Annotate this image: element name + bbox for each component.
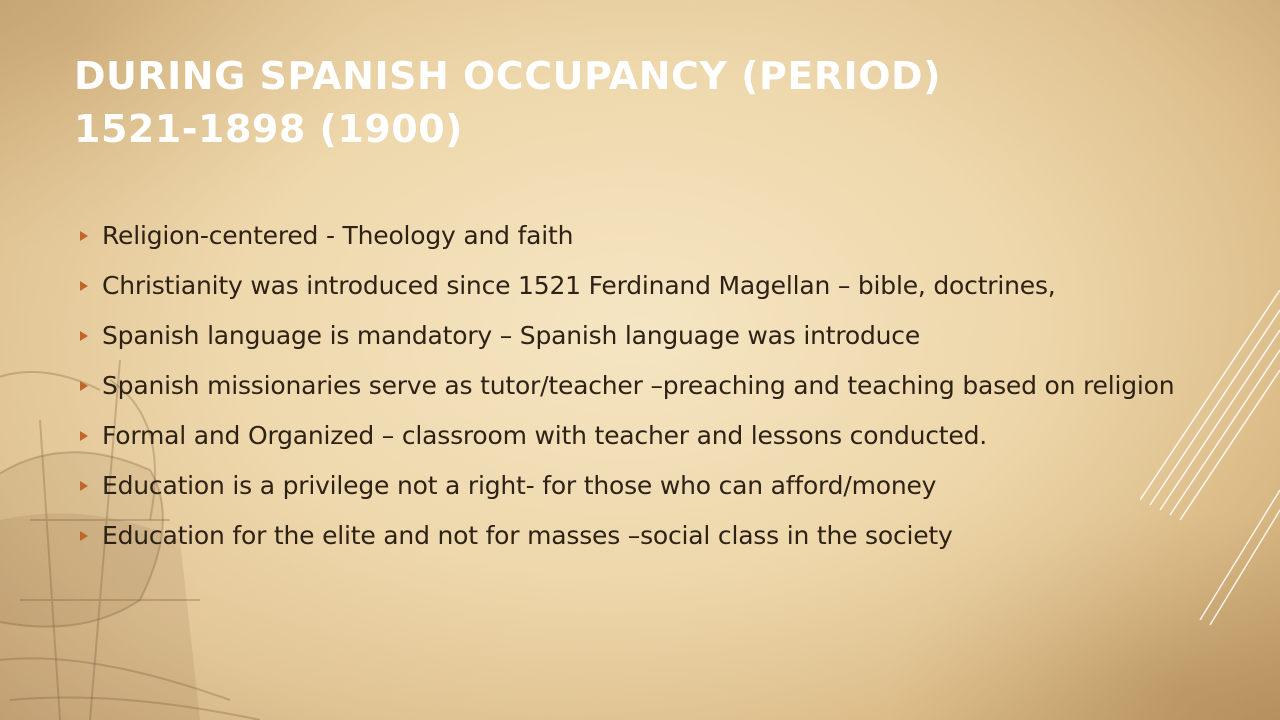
bullet-item bbox=[80, 368, 1230, 403]
bullet-item bbox=[80, 418, 1230, 453]
bullet-item bbox=[80, 268, 1230, 303]
bullet-text: Education for the elite and not for masses –social class in the society bbox=[102, 521, 953, 550]
bullet-arrow-icon bbox=[80, 331, 88, 341]
bullet-text: Spanish language is mandatory – Spanish language was introduce bbox=[102, 321, 920, 350]
bullet-arrow-icon bbox=[80, 481, 88, 491]
bullet-item bbox=[80, 468, 1230, 503]
bullet-text: Formal and Organized – classroom with teacher and lessons conducted. bbox=[102, 421, 988, 450]
bullet-item bbox=[80, 518, 1230, 553]
bullet-text: Christianity was introduced since 1521 Ferdinand Magellan – bible, doctrines, bbox=[102, 271, 1056, 300]
bullet-arrow-icon bbox=[80, 231, 88, 241]
bullet-text: Religion-centered - Theology and faith bbox=[102, 221, 574, 250]
bullet-arrow-icon bbox=[80, 531, 88, 541]
bullet-item bbox=[80, 218, 1230, 253]
bullet-arrow-icon bbox=[80, 381, 88, 391]
bullet-arrow-icon bbox=[80, 281, 88, 291]
slide-title-line-2: 1521-1898 (1900) bbox=[74, 107, 464, 151]
bullet-text: Education is a privilege not a right- for those who can afford/money bbox=[102, 471, 937, 500]
bullet-text: Spanish missionaries serve as tutor/teacher –preaching and teaching based on religion bbox=[102, 371, 1175, 400]
bullet-list bbox=[80, 218, 1230, 568]
bullet-item bbox=[80, 318, 1230, 353]
bullet-arrow-icon bbox=[80, 431, 88, 441]
slide-title bbox=[74, 50, 1174, 156]
slide-title-line-1: DURING SPANISH OCCUPANCY (PERIOD) bbox=[74, 54, 941, 98]
